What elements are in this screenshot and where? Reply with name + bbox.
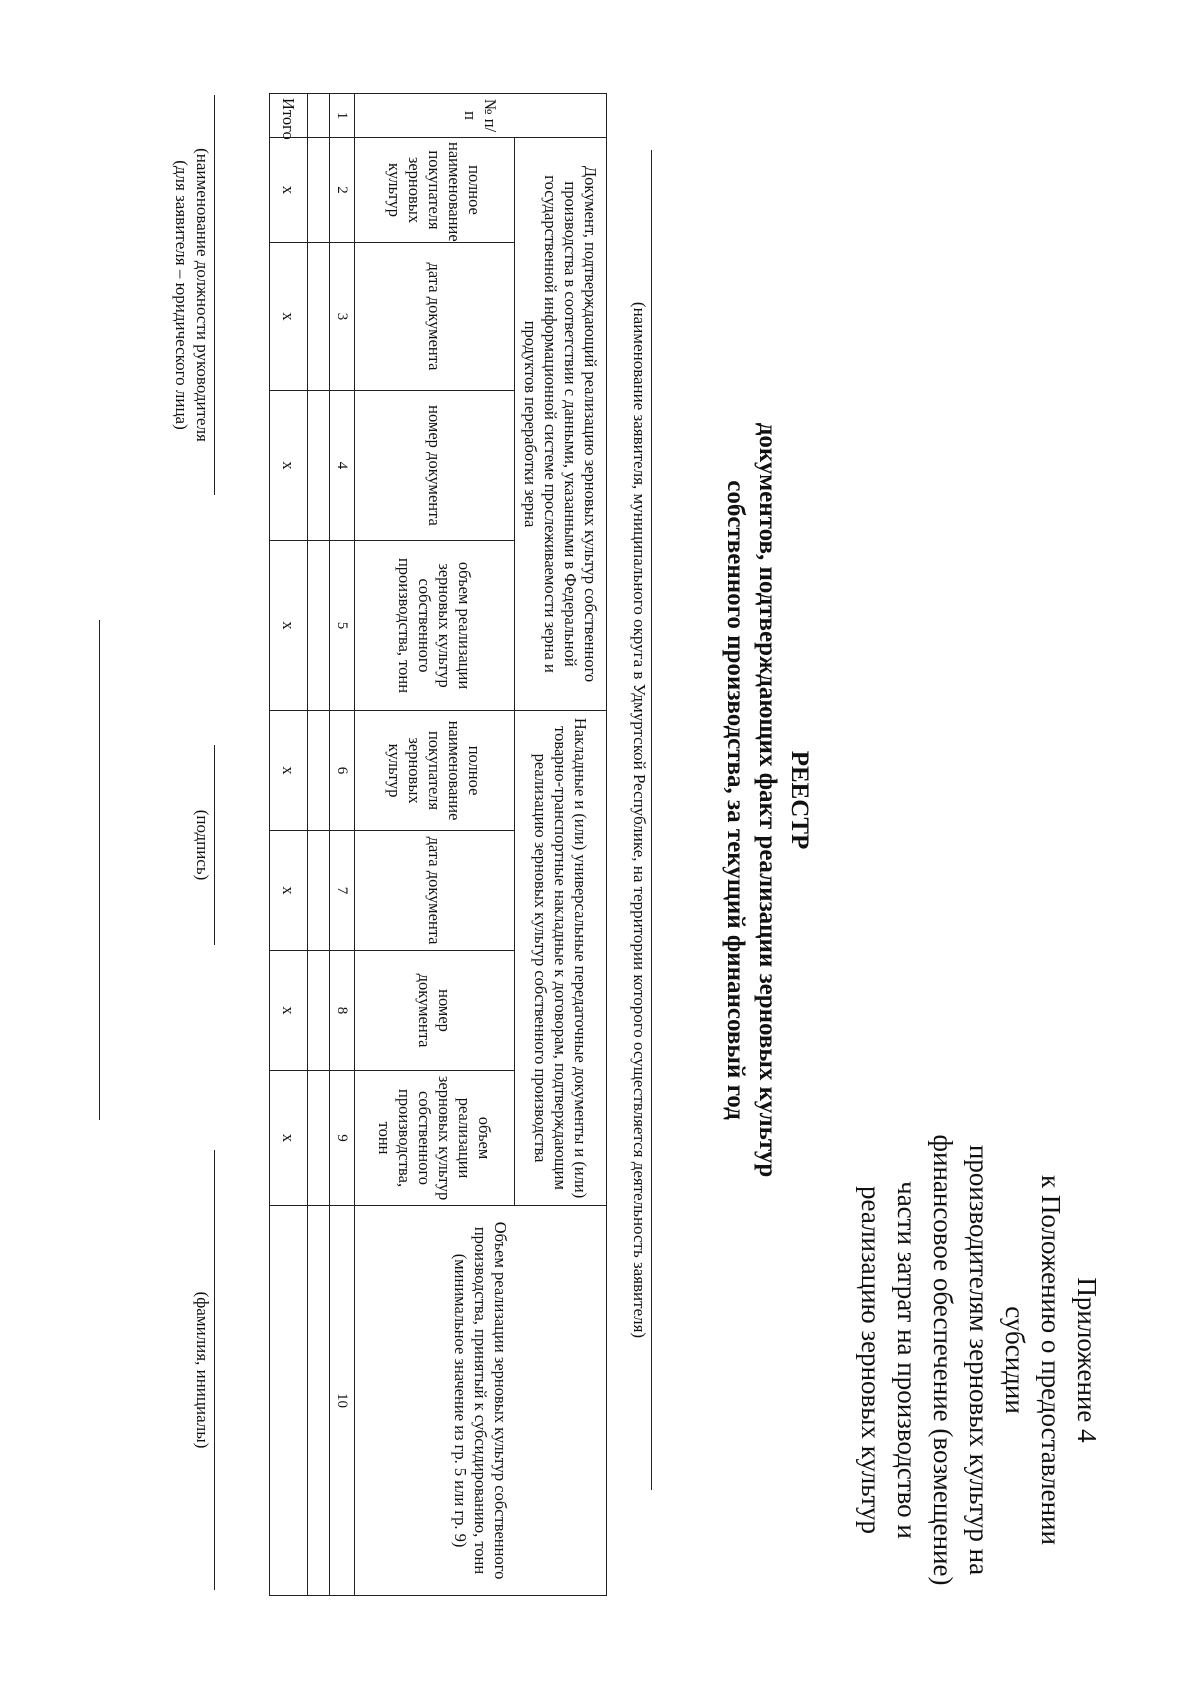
total-cell: x: [270, 1071, 308, 1206]
document-title: РЕЕСТР: [786, 750, 813, 850]
table-cell: [308, 541, 330, 711]
table-cell: [308, 94, 330, 138]
signature-caption: (подпись): [193, 809, 212, 881]
name-fill-line: [214, 1150, 215, 1590]
appendix-line: к Положению о предоставлении субсидии: [1000, 1175, 1066, 1545]
table-cell: [308, 951, 330, 1071]
appendix-line: финансовое обеспечение (возмещение): [928, 1134, 958, 1586]
header-accepted-volume: Объем реализации зерновых культур собственного производства, принятый к субсидированию, тонн (минимальное значение из гр. 5 или гр. 9): [355, 1206, 607, 1596]
table-cell: [308, 1071, 330, 1206]
total-cell: x: [270, 831, 308, 951]
position-caption-line: (для заявителя – юридического лица): [172, 160, 191, 430]
header-doc-number: номер документа: [355, 951, 515, 1071]
header-group-invoices: Накладные и (или) универсальные передаточные документы и (или) товарно-транспортные накладные к договорам, подтверждающим реализацию зерновых культур собственного производства: [515, 711, 607, 1206]
registry-table: [269, 93, 607, 1596]
total-cell: x: [270, 951, 308, 1071]
column-number: 9: [330, 1071, 355, 1206]
table-cell: [308, 1206, 330, 1596]
total-row: [270, 94, 308, 1596]
table-header-row: [515, 94, 607, 1596]
header-buyer: полное наименование покупателя зерновых культур: [355, 711, 515, 831]
header-volume: объем реализации зерновых культур собственного производства, тонн: [355, 541, 515, 711]
name-caption: (фамилия, инициалы): [193, 1291, 212, 1449]
total-cell: x: [270, 138, 308, 243]
document-heading: [719, 150, 815, 1450]
column-number: 7: [330, 831, 355, 951]
header-group-fgis: Документ, подтверждающий реализацию зерновых культур собственного производства в соответствии с данными, указанными в Федеральной государственной информационной системе прослеживаемости зерна и продуктов переработки зерна: [515, 138, 607, 711]
appendix-line: реализацию зерновых культур: [856, 1186, 886, 1534]
column-numbers-row: [330, 94, 355, 1596]
total-cell: x: [270, 711, 308, 831]
column-number: 1: [330, 94, 355, 138]
appendix-title: Приложение 4: [1072, 1277, 1102, 1443]
column-number: 3: [330, 243, 355, 391]
column-number: 4: [330, 391, 355, 541]
total-label: Итого: [270, 94, 308, 138]
table-cell: [308, 138, 330, 243]
column-number: 5: [330, 541, 355, 711]
column-number: 2: [330, 138, 355, 243]
column-number: 8: [330, 951, 355, 1071]
table-cell: [308, 711, 330, 831]
appendix-line: части затрат на производство и: [892, 1181, 922, 1539]
table-row: [308, 94, 330, 1596]
appendix-line: производителям зерновых культур на: [964, 1144, 994, 1576]
document-subtitle: собственного производства, за текущий финансовый год: [722, 480, 749, 1120]
appendix-block: [853, 1130, 1105, 1590]
table-cell: [308, 831, 330, 951]
header-buyer: полное наименование покупателя зерновых культур: [355, 138, 515, 243]
position-caption: [171, 95, 213, 495]
table-cell: [308, 391, 330, 541]
table-cell: [308, 243, 330, 391]
header-volume: объем реализации зерновых культур собственного производства, тонн: [355, 1071, 515, 1206]
header-date: дата документа: [355, 831, 515, 951]
header-date: дата документа: [355, 243, 515, 391]
column-number: 10: [330, 1206, 355, 1596]
applicant-fill-line: [651, 150, 652, 1490]
header-num: № п/п: [355, 94, 607, 138]
total-cell: [270, 1206, 308, 1596]
separator-line: [99, 620, 100, 1120]
header-doc-number: номер документа: [355, 391, 515, 541]
total-cell: x: [270, 541, 308, 711]
applicant-caption: (наименование заявителя, муниципального округа в Удмуртской Республике, на территории которого осуществляется деятельность заявителя): [630, 301, 649, 1339]
document-subtitle: документов, подтверждающих факт реализации зерновых культур: [754, 422, 781, 1178]
position-fill-line: [214, 95, 215, 495]
total-cell: x: [270, 391, 308, 541]
position-caption-line: (наименование должности руководителя: [193, 148, 212, 442]
signature-fill-line: [214, 745, 215, 945]
column-number: 6: [330, 711, 355, 831]
total-cell: x: [270, 243, 308, 391]
